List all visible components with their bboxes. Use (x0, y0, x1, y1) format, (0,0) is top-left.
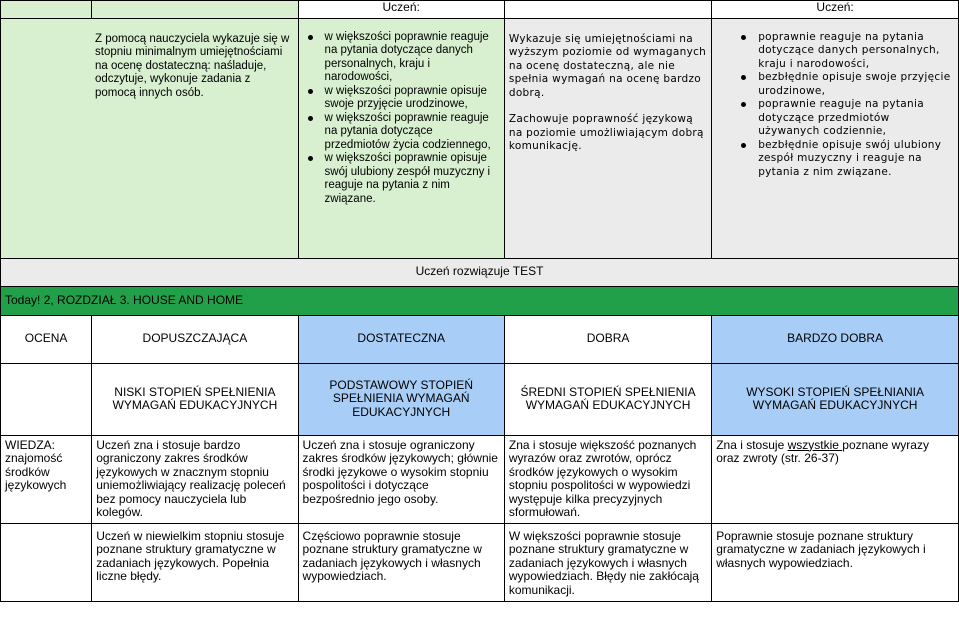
list-item: bezbłędnie opisuje swoje przyjęcie urodzinowe, (758, 71, 954, 98)
level-header-empty (1, 363, 92, 435)
dobra-paragraph-1: Wykazuje się umiejętnościami na wyższym poziomie od wymaganych na ocenę dostateczną, ale nie spełnia wymagań na ocenę bardzo dobrą. (508, 32, 707, 99)
grade-header-row (1, 315, 959, 363)
level-header-basic: PODSTAWOWY STOPIEŃ SPEŁNIENIA WYMAGAŃ EDUKACYJNYCH (298, 363, 504, 435)
grammar-dopuszczajaca: Uczeń w niewielkim stopniu stosuje poznane struktury gramatyczne w zadaniach językowych. Popełnia liczne błędy. (92, 523, 298, 601)
level-header-low: NISKI STOPIEŃ SPEŁNIENIA WYMAGAŃ EDUKACYJNYCH (92, 363, 298, 435)
bardzo-dobra-list (716, 31, 954, 180)
bullet-icon (741, 35, 746, 40)
grade-header-dostateczna: DOSTATECZNA (298, 315, 504, 363)
test-cell: Uczeń rozwiązuje TEST (1, 258, 959, 286)
bullet-icon (308, 156, 313, 161)
bullet-icon (308, 116, 313, 121)
bullet-icon (308, 35, 313, 40)
wiedza-row (1, 435, 959, 523)
wiedza-last-underlined: wszystkie (787, 437, 843, 452)
bullet-icon (308, 89, 313, 94)
top-header-row (1, 1, 959, 19)
grade-header-bardzo-dobra: BARDZO DOBRA (712, 315, 959, 363)
dobra-descriptor (504, 18, 711, 258)
list-item: w większości poprawnie opisuje swój ulubiony zespół muzyczny i reaguje na pytania z nim związane. (325, 152, 500, 206)
wiedza-dopuszczajaca: Uczeń zna i stosuje bardzo ograniczony zakres środków językowych w znacznym stopniu uniemożliwiający realizację poleceń bez pomocy nauczyciela lub kolegów. (92, 435, 298, 523)
wiedza-last-suffix: poznane wyrazy oraz zwroty (str. 26-37) (716, 437, 929, 465)
grammar-row (1, 523, 959, 601)
header-cell-empty-0 (1, 1, 92, 19)
dopuszczajaca-text: Z pomocą nauczyciela wykazuje się w stopniu minimalnym umiejętnościami na ocenę dostateczną: naśladuje, odczytuje, wykonuje zadania z pomocą innych osób. (95, 32, 290, 99)
test-row (1, 258, 959, 286)
level-header-medium: ŚREDNI STOPIEŃ SPEŁNIENIA WYMAGAŃ EDUKACYJNYCH (504, 363, 711, 435)
section-band-row (1, 286, 959, 315)
wiedza-dobra: Zna i stosuje większość poznanych wyrazów oraz zwrotów, oprócz środków językowych o wysokim stopniu pospolitości w wypowiedzi występuje kilka precyzyjnych sformułowań. (504, 435, 711, 523)
section-band: Today! 2, ROZDZIAŁ 3. HOUSE AND HOME (1, 286, 959, 315)
header-cell-empty-3 (504, 1, 711, 19)
wiedza-label: WIEDZA: znajomość środków językowych (1, 435, 92, 523)
student-header-2: Uczeń: (712, 1, 959, 19)
grade-header-ocena: OCENA (1, 315, 92, 363)
list-item: w większości poprawnie reaguje na pytania dotyczące przedmiotów życia codziennego, (325, 112, 500, 153)
list-item: poprawnie reaguje na pytania dotyczące przedmiotów używanych codziennie, (758, 98, 954, 139)
list-item: w większości poprawnie reaguje na pytania dotyczące danych personalnych, kraju i narodowości, (325, 31, 500, 85)
list-item: poprawnie reaguje na pytania dotyczące danych personalnych, kraju i narodowości, (758, 31, 954, 72)
header-cell-empty-1 (92, 1, 298, 19)
bardzo-dobra-descriptor (712, 18, 959, 258)
bullet-icon (741, 143, 746, 148)
wiedza-dostateczna: Uczeń zna i stosuje ograniczony zakres środków językowych; głównie środki językowe o wysokim stopniu pospolitości i dotyczące bezpośrednio jego osoby. (298, 435, 504, 523)
grammar-dobra: W większości poprawnie stosuje poznane struktury gramatyczne w zadaniach językowych i własnych wypowiedziach. Błędy nie zakłócają komunikacji. (504, 523, 711, 601)
dostateczna-list (303, 31, 500, 207)
grade-header-dopuszczajaca: DOPUSZCZAJĄCA (92, 315, 298, 363)
dostateczna-descriptor (298, 18, 504, 258)
dopuszczajaca-descriptor (1, 18, 299, 258)
student-header-1: Uczeń: (298, 1, 504, 19)
grammar-bardzo-dobra: Poprawnie stosuje poznane struktury gramatyczne w zadaniach językowych i własnych wypowiedziach. (712, 523, 959, 601)
level-header-high: WYSOKI STOPIEŃ SPEŁNIANIA WYMAGAŃ EDUKACYJNYCH (712, 363, 959, 435)
wiedza-bardzo-dobra (712, 435, 959, 523)
grammar-label-empty (1, 523, 92, 601)
grade-header-dobra: DOBRA (504, 315, 711, 363)
level-header-row (1, 363, 959, 435)
descriptor-row (1, 18, 959, 258)
dobra-paragraph-2: Zachowuje poprawność językową na poziomie umożliwiającym dobrą komunikację. (508, 113, 704, 152)
bullet-icon (741, 75, 746, 80)
wiedza-last-prefix: Zna i stosuje (716, 437, 788, 452)
list-item: w większości poprawnie opisuje swoje przyjęcie urodzinowe, (325, 85, 500, 112)
grammar-dostateczna: Częściowo poprawnie stosuje poznane struktury gramatyczne w zadaniach językowych i własnych wypowiedziach. (298, 523, 504, 601)
list-item: bezbłędnie opisuje swój ulubiony zespół muzyczny i reaguje na pytania z nim związane. (758, 139, 954, 180)
bullet-icon (741, 102, 746, 107)
